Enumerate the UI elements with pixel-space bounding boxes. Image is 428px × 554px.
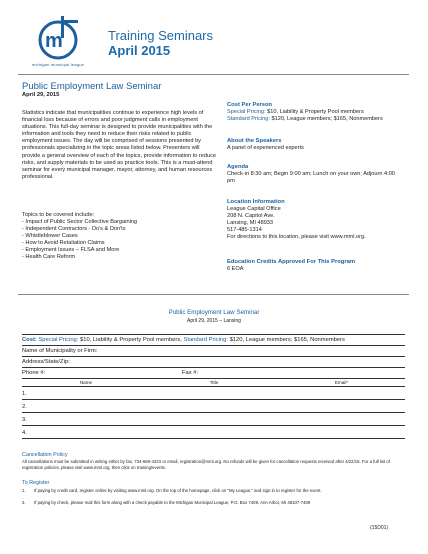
form-standard-value: $120, League members; $165, Nonmembers (229, 337, 345, 343)
phone-field[interactable] (22, 368, 182, 378)
seminar-title: Public Employment Law Seminar (22, 81, 162, 92)
svg-text:m: m (45, 30, 63, 52)
step-number: 1. (22, 488, 26, 493)
special-pricing-label: Special Pricing: (227, 109, 266, 116)
divider (18, 294, 409, 295)
form-title: Public Employment Law Seminar (168, 309, 260, 316)
cost-label: Cost: (22, 337, 37, 343)
title-line-1: Training Seminars (108, 28, 214, 43)
standard-pricing-value: $120, League members; $165, Nonmembers (271, 116, 383, 123)
municipality-label: Name of Municipality or Firm: (22, 348, 98, 354)
cost-heading: Cost Per Person (227, 102, 273, 108)
fax-label: Fax #: (182, 370, 199, 376)
list-item: - Health Care Reform (22, 254, 76, 261)
form-special-value: $10, Liability & Property Pool members, (80, 337, 182, 343)
location-line: 208 N. Capitol Ave. (227, 213, 275, 220)
topics-heading: Topics to be covered include: (22, 212, 95, 218)
logo-text: michigan municipal league (31, 62, 85, 67)
page-title (108, 28, 213, 58)
step-text: If paying by credit card, register online by visiting www.mml.org. On the top of the homepage, click on "My League," and sign in to register for the event. (34, 488, 322, 493)
cancellation-heading: Cancellation Policy (22, 452, 68, 458)
form-date: April 29, 2015 – Lansing (187, 318, 241, 324)
cost-row (22, 334, 405, 346)
agenda-section (227, 164, 417, 185)
special-pricing-value: $10, Liability & Property Pool members (267, 109, 364, 116)
row-number: 2. (22, 404, 27, 410)
location-line: 517-485-1314 (227, 227, 262, 234)
cost-section (227, 102, 417, 123)
form-code: (15D01) (370, 525, 389, 531)
form-special-label: Special Pricing: (38, 337, 79, 343)
row-number: 3. (22, 417, 27, 423)
title-line-2: April 2015 (108, 43, 171, 58)
attendee-header (22, 379, 405, 387)
column-header: Email* (334, 380, 349, 385)
attendee-row[interactable] (22, 413, 405, 426)
league-logo (34, 16, 82, 67)
list-item: - Whistleblower Cases (22, 233, 78, 240)
cancellation-text: All cancellations must be submitted in writing either by fax, 734-669-4223 or email, registration@mml.org. No refunds will be given for cancellation requests received after 4/22/15. For a full list of registration policies, please visit www.mml.org, then click on training/events. (22, 459, 390, 470)
row-number: 4. (22, 430, 27, 436)
seminar-description: Statistics indicate that municipalities continue to experience high levels of financial loss because of errors and poor judgment calls in employment situations. This full-day seminar is designed to provide municipalities with the information and tools they need to reduce their risks related to public employment issues. The day will be comprised of sessions presented by professionals specializing in the topic areas listed below. Presenters will provide a general overview of each of the topics, provide information to reduce risks, and supply materials to be used as practice tools. This is a must-attend seminar for every municipal manager, mayor, attorney, and human resources professional. (22, 110, 217, 180)
register-step-2 (22, 500, 412, 506)
fax-field[interactable] (182, 368, 198, 378)
standard-pricing-label: Standard Pricing: (227, 116, 270, 123)
agenda-heading: Agenda (227, 164, 249, 170)
list-item: - Impact of Public Sector Collective Bargaining (22, 219, 138, 225)
column-header: Name (79, 380, 93, 385)
credits-heading: Education Credits Approved For This Program (227, 259, 355, 265)
form-standard-label: Standard Pricing: (183, 337, 228, 343)
agenda-text: Check-in 8:30 am; Begin 9:00 am; Lunch on your own; Adjourn 4:00 pm (227, 171, 395, 185)
step-text: If paying by check, please mail this form along with a check payable to the Michigan Municipal League, P.O. Box 7409, Ann Arbor, MI 48107-7409 (34, 500, 311, 505)
step-number: 2. (22, 500, 26, 505)
attendee-row[interactable] (22, 400, 405, 413)
register-step-1 (22, 488, 412, 494)
location-heading: Location Information (227, 199, 285, 205)
credits-text: 6 EOA (227, 266, 244, 273)
register-heading: To Register (22, 480, 50, 486)
address-field[interactable] (22, 357, 405, 368)
phone-label: Phone #: (22, 370, 46, 376)
attendee-row[interactable] (22, 387, 405, 400)
phone-fax-row (22, 368, 405, 379)
speakers-section (227, 138, 417, 152)
attendee-row[interactable] (22, 426, 405, 439)
topics-list (22, 219, 222, 262)
speakers-text: A panel of experienced experts (227, 145, 304, 152)
row-number: 1. (22, 391, 27, 397)
location-section (227, 199, 417, 242)
location-line: Lansing, MI 48933 (227, 220, 274, 227)
list-item: - Independent Contractors - Do's & Don'ts (22, 226, 126, 233)
speakers-heading: About the Speakers (227, 138, 282, 144)
location-line: League Capital Office (227, 206, 281, 213)
location-line: For directions to this location, please visit www.mml.org. (227, 234, 366, 241)
list-item: - How to Avoid Retaliation Claims (22, 240, 105, 247)
seminar-date: April 29, 2015 (22, 92, 60, 98)
credits-section (227, 259, 417, 273)
column-header: Title (209, 380, 219, 385)
address-label: Address/State/Zip: (22, 359, 70, 365)
municipality-field[interactable] (22, 346, 405, 357)
list-item: - Employment Issues – FLSA and More (22, 247, 120, 254)
divider (18, 74, 409, 75)
registration-form (22, 334, 405, 439)
